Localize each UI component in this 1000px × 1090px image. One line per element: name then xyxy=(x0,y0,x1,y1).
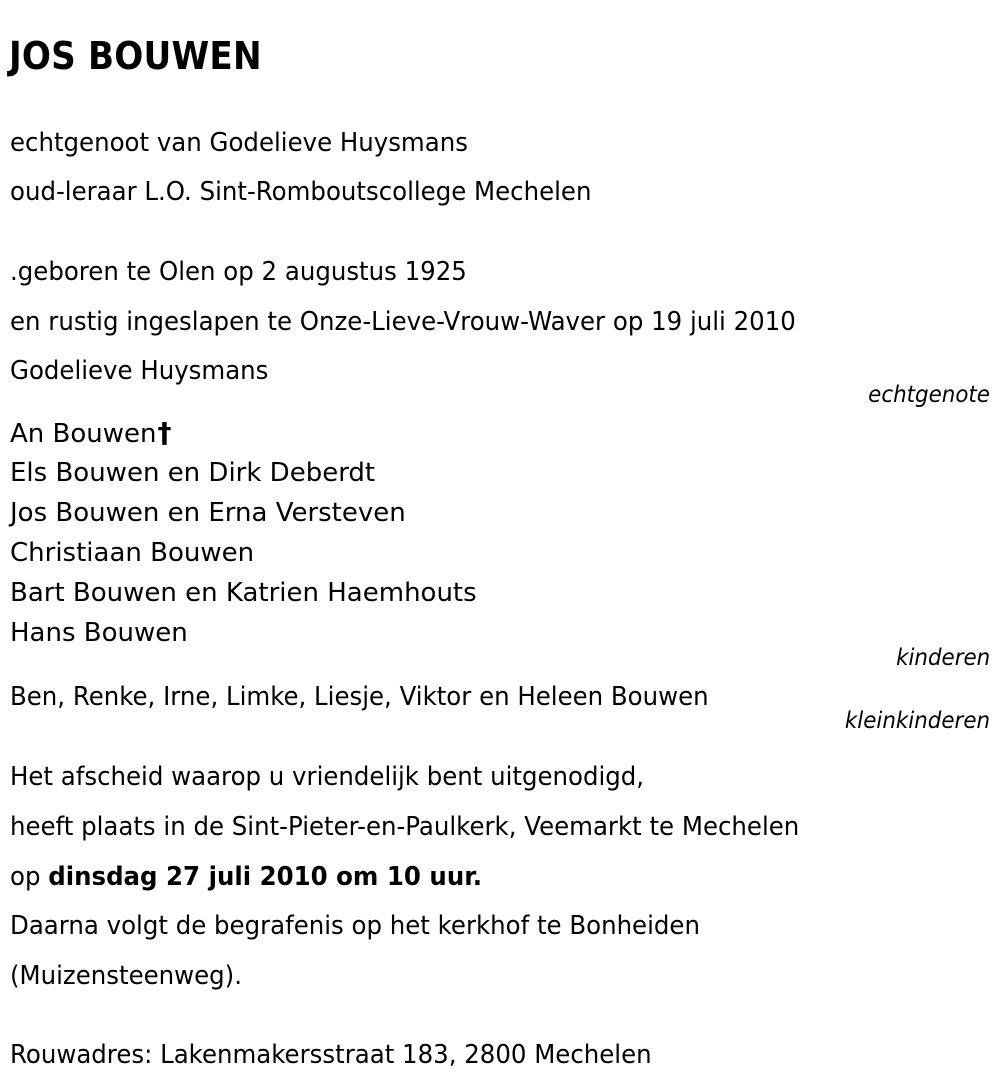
child-name: An Bouwen xyxy=(10,419,157,449)
grandchildren-names: Ben, Renke, Irne, Limke, Liesje, Viktor en Heleen Bouwen xyxy=(10,682,709,712)
child-row: Bart Bouwen en Katrien Haemhouts xyxy=(10,578,477,608)
cross-icon: † xyxy=(157,416,172,449)
burial-street-line: (Muizensteenweg). xyxy=(10,961,242,991)
child-row: Christiaan Bouwen xyxy=(10,538,255,568)
mourning-address: Rouwadres: Lakenmakersstraat 183, 2800 Mechelen xyxy=(10,1040,652,1070)
died-line: en rustig ingeslapen te Onze-Lieve-Vrouw-Waver op 19 juli 2010 xyxy=(10,307,796,337)
children-role-label: kinderen xyxy=(895,645,990,671)
child-row xyxy=(10,418,172,449)
child-row: Hans Bouwen xyxy=(10,618,188,648)
ceremony-location-line: heeft plaats in de Sint-Pieter-en-Paulkerk, Veemarkt te Mechelen xyxy=(10,812,800,842)
profession-line: oud-leraar L.O. Sint-Romboutscollege Mechelen xyxy=(10,177,592,207)
ceremony-date-time: dinsdag 27 juli 2010 om 10 uur. xyxy=(48,862,483,892)
ceremony-invite-line: Het afscheid waarop u vriendelijk bent uitgenodigd, xyxy=(10,762,645,792)
spouse-of-line: echtgenoot van Godelieve Huysmans xyxy=(10,128,468,158)
born-line: .geboren te Olen op 2 augustus 1925 xyxy=(10,257,467,287)
ceremony-date-line xyxy=(10,862,482,892)
child-row: Els Bouwen en Dirk Deberdt xyxy=(10,458,376,488)
burial-line: Daarna volgt de begrafenis op het kerkhof te Bonheiden xyxy=(10,911,700,941)
spouse-name: Godelieve Huysmans xyxy=(10,356,269,386)
deceased-name-title: JOS BOUWEN xyxy=(9,34,262,78)
spouse-role-label: echtgenote xyxy=(868,382,990,408)
ceremony-date-prefix: op xyxy=(10,862,49,892)
child-row: Jos Bouwen en Erna Versteven xyxy=(10,498,406,528)
grandchildren-role-label: kleinkinderen xyxy=(844,708,990,734)
